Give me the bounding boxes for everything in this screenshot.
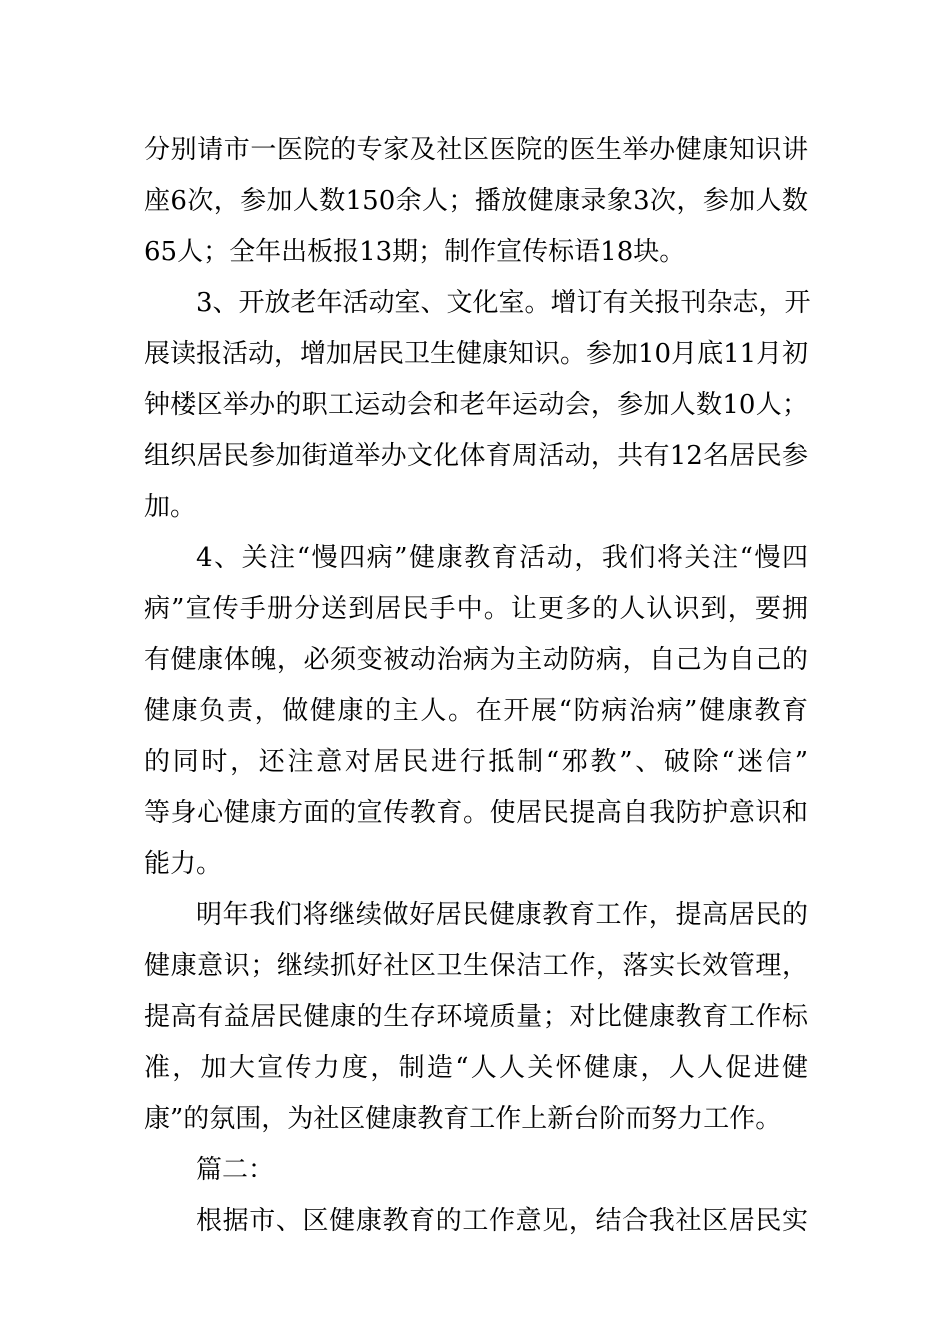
text-line: 65人；全年出板报13期；制作宣传标语18块。 xyxy=(144,237,686,267)
text-line: 组织居民参加街道举办文化体育周活动，共有12名居民参 xyxy=(144,441,808,471)
text-line: 等身心健康方面的宣传教育。使居民提高自我防护意识和 xyxy=(144,798,808,828)
text-line: 3、开放老年活动室、文化室。增订有关报刊杂志，开 xyxy=(196,288,811,318)
text-line: 准，加大宣传力度，制造“人人关怀健康，人人促进健 xyxy=(144,1053,808,1083)
text-line: 展读报活动，增加居民卫生健康知识。参加10月底11月初 xyxy=(144,339,809,369)
text-line: 分别请市一医院的专家及社区医院的医生举办健康知识讲 xyxy=(144,135,808,165)
text-line: 能力。 xyxy=(144,849,223,879)
text-line: 健康负责，做健康的主人。在开展“防病治病”健康教育 xyxy=(144,696,808,726)
text-line: 钟楼区举办的职工运动会和老年运动会，参加人数10人； xyxy=(144,390,808,420)
text-line: 有健康体魄，必须变被动治病为主动防病，自己为自己的 xyxy=(144,645,808,675)
document-body xyxy=(144,125,811,1247)
text-line: 根据市、区健康教育的工作意见，结合我社区居民实 xyxy=(196,1206,808,1236)
text-line: 座6次，参加人数150余人；播放健康录象3次，参加人数 xyxy=(144,186,808,216)
text-line: 的同时，还注意对居民进行抵制“邪教”、破除“迷信” xyxy=(144,747,808,777)
text-line: 康”的氛围，为社区健康教育工作上新台阶而努力工作。 xyxy=(144,1104,782,1134)
text-line: 健康意识；继续抓好社区卫生保洁工作，落实长效管理， xyxy=(144,951,808,981)
text-line: 病”宣传手册分送到居民手中。让更多的人认识到，要拥 xyxy=(144,594,808,624)
text-line: 明年我们将继续做好居民健康教育工作，提高居民的 xyxy=(196,900,808,930)
text-line: 4、关注“慢四病”健康教育活动，我们将关注“慢四 xyxy=(196,543,808,573)
section-heading: 篇二： xyxy=(196,1155,275,1185)
text-line: 加。 xyxy=(144,492,197,522)
text-line: 提高有益居民健康的生存环境质量；对比健康教育工作标 xyxy=(144,1002,808,1032)
